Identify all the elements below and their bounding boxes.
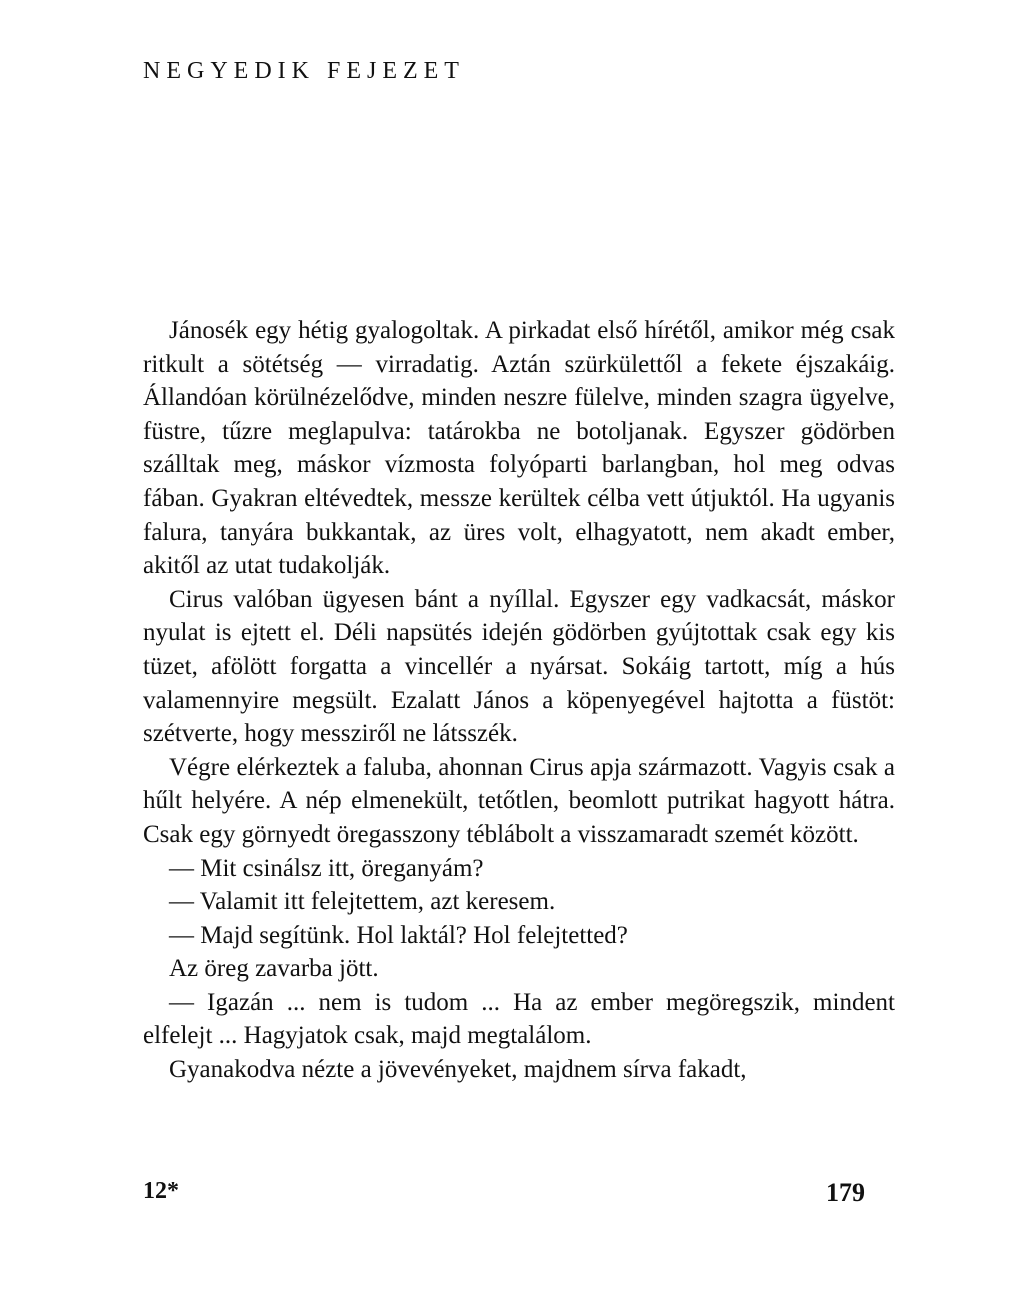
chapter-heading: NEGYEDIK FEJEZET (143, 58, 465, 84)
signature-mark: 12* (143, 1178, 179, 1204)
page-number: 179 (826, 1178, 865, 1207)
paragraph: Gyanakodva nézte a jövevényeket, majdnem sírva fakadt, (169, 1056, 747, 1084)
body-text (143, 314, 895, 1087)
paragraph: Jánosék egy hétig gyalogoltak. A pirkadat első hírétől, amikor még csak ritkult a sötétség — virradatig. Aztán szürkülettől a fekete éjszakáig. Állandóan körülnézelődve, minden neszre fülelve, minden szagra ügyelve, füstre, tűzre meglapulva: tatárokba ne botoljanak. Egyszer gödörben szálltak meg, máskor vízmosta folyóparti barlangban, hol meg odvas fában. Gyakran eltévedtek, messze kerültek célba vett útjuktól. Ha ugyanis falura, tanyára bukkantak, az üres volt, elhagyatott, nem akadt ember, akitől az utat tudakolják. (143, 317, 895, 580)
paragraph: Cirus valóban ügyesen bánt a nyíllal. Egyszer egy vadkacsát, máskor nyulat is ejtett el. Déli napsütés idején gödörben gyújtottak csak egy kis tüzet, afölött forgatta a vincellér a nyársat. Sokáig tartott, míg a hús valamennyire megsült. Ezalatt János a köpenyegével hajtotta a füstöt: szétverte, hogy messziről ne látsszék. (143, 585, 895, 748)
dialogue-line: — Igazán ... nem is tudom ... Ha az ember megöregszik, mindent elfelejt ... Hagyjatok csak, majd megtalálom. (143, 988, 895, 1050)
dialogue-line: — Majd segítünk. Hol laktál? Hol felejtetted? (169, 921, 628, 949)
dialogue-line: — Valamit itt felejtettem, azt keresem. (169, 888, 556, 916)
paragraph: Végre elérkeztek a faluba, ahonnan Cirus apja származott. Vagyis csak a hűlt helyére. A nép elmenekült, tetőtlen, beomlott putrikat hagyott hátra. Csak egy görnyedt öregasszony téblábolt a visszamaradt szemét között. (143, 753, 895, 848)
dialogue-line: — Mit csinálsz itt, öreganyám? (169, 854, 484, 882)
paragraph: Az öreg zavarba jött. (169, 955, 379, 983)
